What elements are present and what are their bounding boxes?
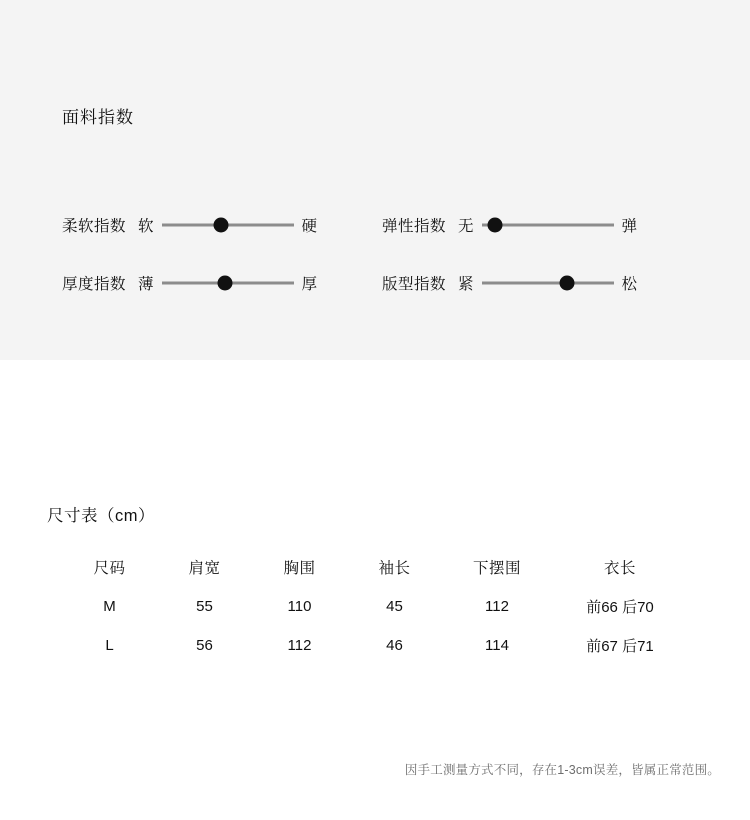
fabric-slider-row	[0, 196, 750, 254]
slider-track-thickness[interactable]	[162, 274, 294, 292]
slider-end-label: 松	[621, 276, 638, 293]
fabric-slider-row	[0, 254, 750, 312]
slider-end-label: 弹	[621, 218, 638, 235]
table-cell: 56	[196, 637, 213, 654]
size-table	[62, 548, 688, 664]
slider-label: 厚度指数	[62, 276, 127, 293]
fabric-slider-softness	[62, 214, 357, 236]
slider-label: 柔软指数	[62, 218, 127, 235]
fabric-index-title: 面料指数	[62, 108, 134, 127]
table-cell: M	[103, 598, 116, 615]
slider-knob-fit[interactable]	[560, 276, 575, 291]
measurement-note: 因手工测量方式不同，存在1-3cm误差，皆属正常范围。	[404, 763, 720, 777]
fabric-slider-grid	[0, 196, 750, 312]
table-cell: 46	[386, 637, 403, 654]
table-cell: 114	[485, 637, 509, 654]
fabric-slider-thickness	[62, 272, 357, 294]
slider-knob-softness[interactable]	[213, 218, 228, 233]
table-header-cell: 肩宽	[188, 560, 221, 577]
fabric-slider-fit	[382, 272, 682, 294]
table-cell: 112	[287, 637, 312, 654]
table-row	[62, 625, 688, 664]
slider-start-label: 无	[458, 218, 474, 235]
table-row	[62, 586, 688, 625]
fabric-slider-elasticity	[382, 214, 682, 236]
slider-start-label: 薄	[138, 276, 154, 293]
table-cell: 110	[287, 598, 312, 615]
table-cell: 前66 后70	[586, 599, 654, 616]
slider-knob-thickness[interactable]	[217, 276, 232, 291]
slider-start-label: 紧	[458, 276, 474, 293]
slider-track-softness[interactable]	[162, 216, 294, 234]
table-header-cell: 尺码	[93, 560, 126, 577]
table-header-row	[62, 548, 688, 586]
table-header-cell: 袖长	[378, 560, 411, 577]
table-header-cell: 衣长	[603, 560, 636, 577]
fabric-index-panel	[0, 0, 750, 360]
slider-end-label: 厚	[301, 276, 318, 293]
slider-track-elasticity[interactable]	[482, 216, 614, 234]
slider-track-fit[interactable]	[482, 274, 614, 292]
slider-label: 版型指数	[382, 276, 447, 293]
slider-label: 弹性指数	[382, 218, 447, 235]
slider-end-label: 硬	[301, 218, 318, 235]
size-table-title: 尺寸表（cm）	[47, 507, 155, 525]
table-cell: L	[105, 637, 114, 654]
table-cell: 55	[196, 598, 213, 615]
slider-knob-elasticity[interactable]	[487, 218, 502, 233]
table-cell: 112	[485, 598, 509, 615]
table-cell: 前67 后71	[586, 638, 654, 655]
slider-track-line	[482, 282, 614, 285]
table-header-cell: 胸围	[283, 560, 316, 577]
table-cell: 45	[386, 598, 403, 615]
table-header-cell: 下摆围	[472, 560, 521, 577]
slider-start-label: 软	[138, 218, 154, 235]
